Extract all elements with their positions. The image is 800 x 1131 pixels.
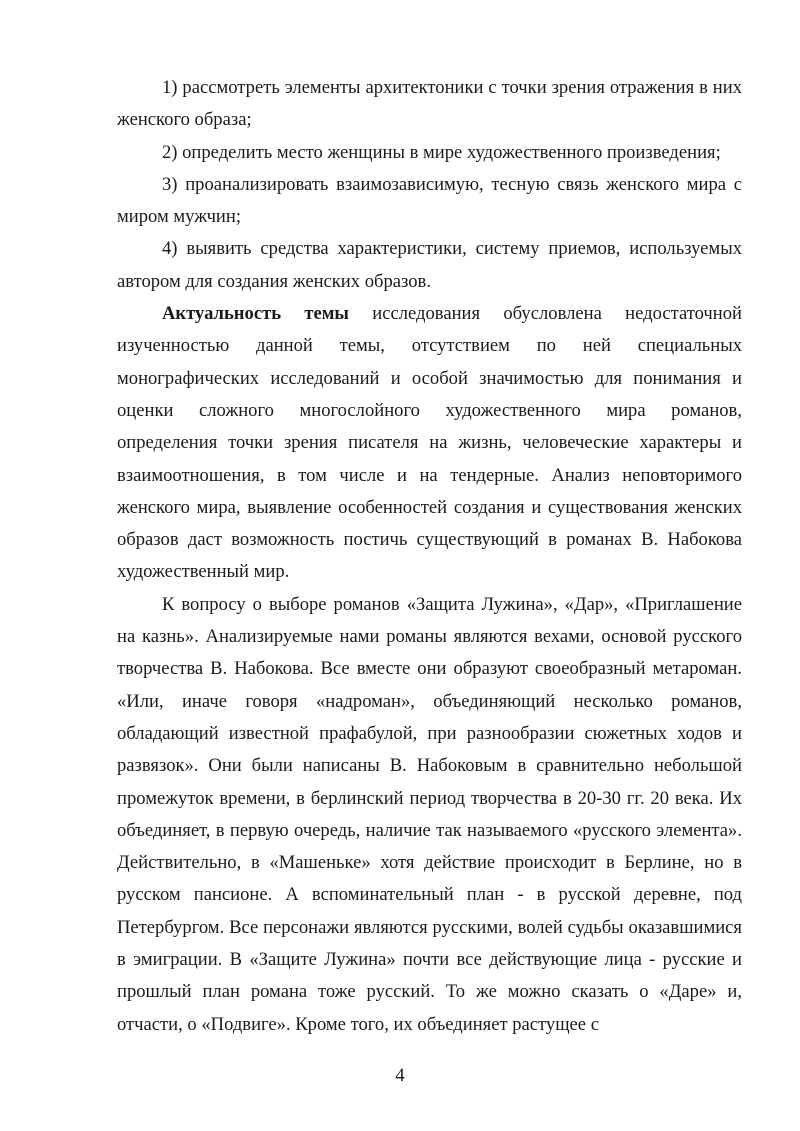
paragraph-text: 2) определить место женщины в мире художественного произведения; — [162, 141, 721, 163]
paragraph-text: К вопросу о выборе романов «Защита Лужина», «Дар», «Приглашение на казнь». Анализируемые нами романы являются вехами, основой русского творчества В. Набокова. Все вместе они образуют своеобразный метароман. «Или, иначе говоря «надроман», объединяющий несколько романов, обладающий известной прафабулой, при разнообразии сюжетных ходов и развязок». Они были написаны В. Набоковым в сравнительно небольшой промежуток времени, в берлинский период творчества в 20-30 гг. 20 века. Их объединяет, в первую очередь, наличие так называемого «русского элемента». Действительно, в «Машеньке» хотя действие происходит в Берлине, но в русском пансионе. А вспоминательный план - в русской деревне, под Петербургом. Все персонажи являются русскими, волей судьбы оказавшимися в эмиграции. В «Защите Лужина» почти все действующие лица - русские и прошлый план романа тоже русский. То же можно сказать о «Даре» и, отчасти, о «Подвиге». Кроме того, их объединяет растущее с — [117, 593, 742, 1035]
list-item-1 — [117, 72, 742, 137]
paragraph-text: исследования обусловлена недостаточной изученностью данной темы, отсутствием по ней специальных монографических исследований и особой значимостью для понимания и оценки сложного многослойного художественного мира романов, определения точки зрения писателя на жизнь, человеческие характеры и взаимоотношения, в том числе и на тендерные. Анализ неповторимого женского мира, выявление особенностей создания и существования женских образов даст возможность постичь существующий в романах В. Набокова художественный мир. — [117, 303, 742, 583]
list-item-3 — [117, 169, 742, 234]
list-item-2 — [117, 137, 742, 169]
list-item-4 — [117, 233, 742, 298]
page-number: 4 — [395, 1065, 405, 1086]
relevance-paragraph — [117, 298, 742, 589]
paragraph-text: 1) рассмотреть элементы архитектоники с точки зрения отражения в них женского образа; — [117, 77, 742, 131]
novels-selection-paragraph — [117, 589, 742, 1041]
relevance-heading: Актуальность темы — [162, 303, 349, 325]
paragraph-text: 4) выявить средства характеристики, систему приемов, используемых автором для создания женских образов. — [117, 238, 742, 292]
page-body — [117, 72, 742, 1041]
paragraph-text: 3) проанализировать взаимозависимую, тесную связь женского мира с миром мужчин; — [117, 173, 742, 228]
